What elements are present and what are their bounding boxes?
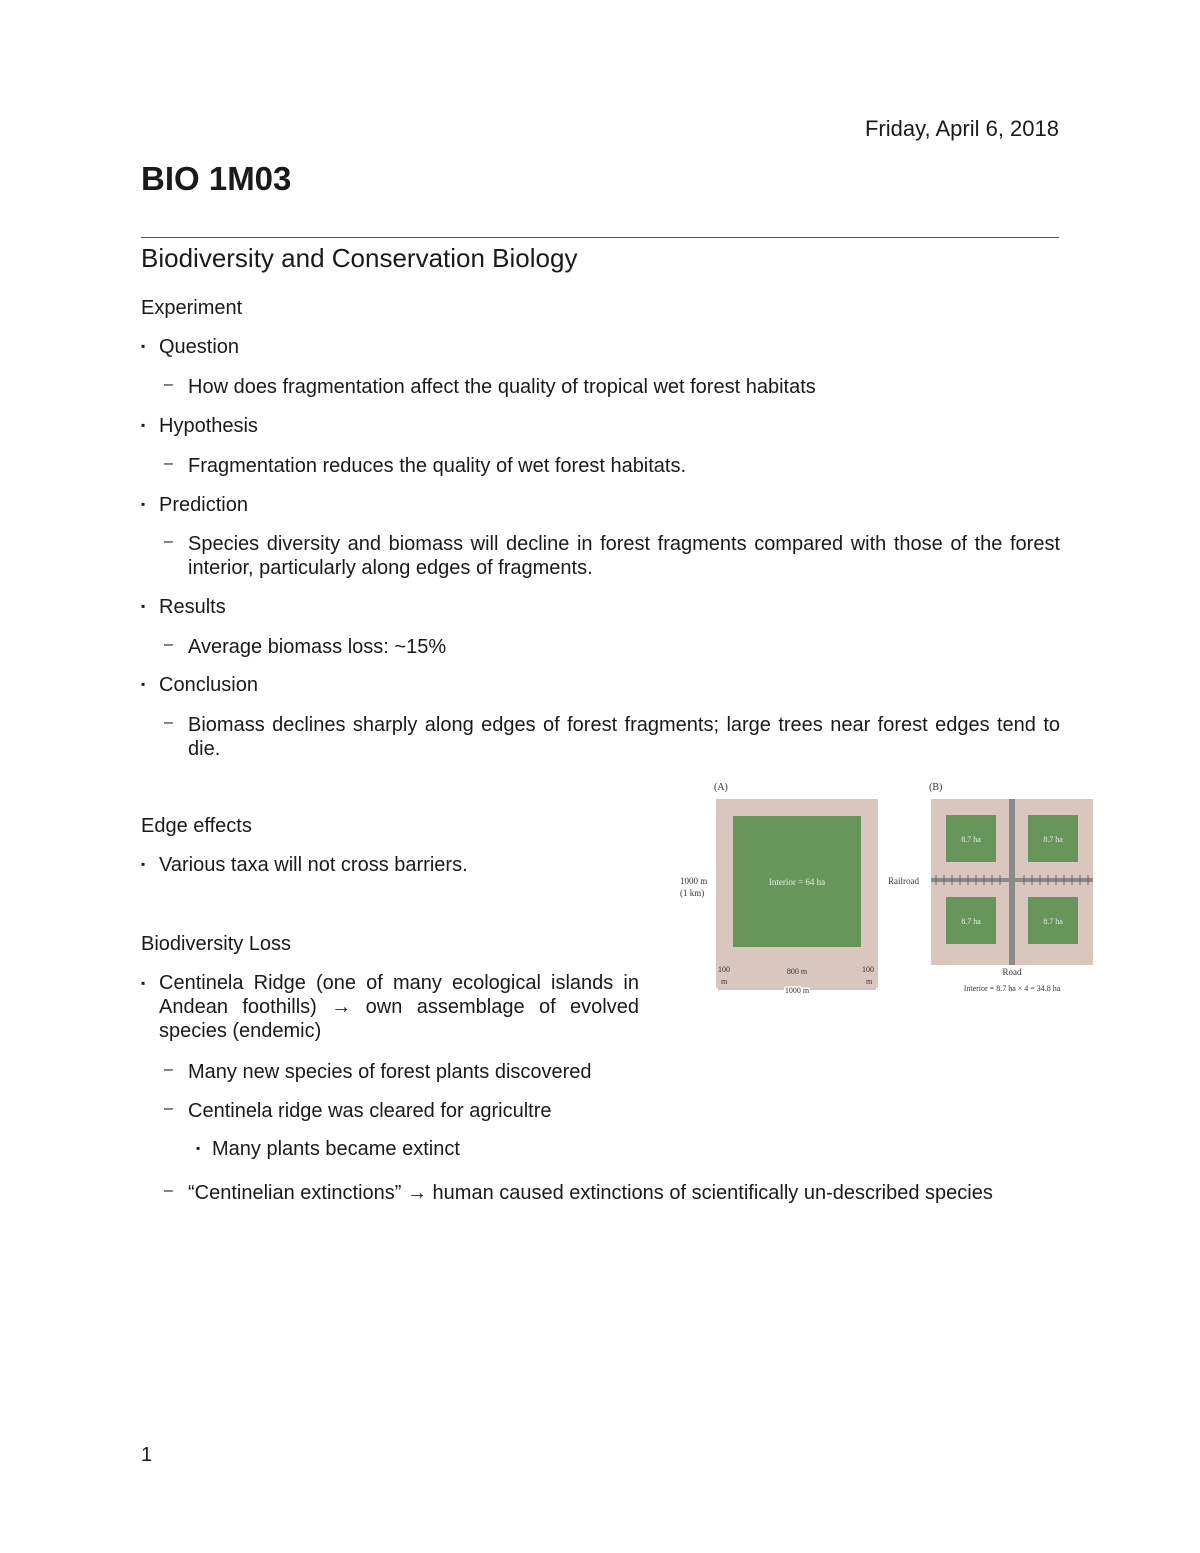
bullet-edge-effects xyxy=(141,854,468,877)
panel-a-edge-right: 100 xyxy=(862,965,874,974)
panel-b-fragment-label: 8.7 ha xyxy=(1043,835,1063,844)
panel-a-side-length-km: (1 km) xyxy=(680,888,705,898)
panel-b-fragment-label: 8.7 ha xyxy=(961,835,981,844)
bullet-label: Question xyxy=(159,336,240,358)
panel-a-label: (A) xyxy=(714,782,728,793)
panel-b-interior-total: Interior = 8.7 ha × 4 = 34.8 ha xyxy=(963,984,1061,993)
bullet-mark: ▪ xyxy=(141,339,146,353)
panel-b-label: (B) xyxy=(929,782,943,793)
document-date: Friday, April 6, 2018 xyxy=(864,116,1059,141)
bullet-text: Many plants became extinct xyxy=(212,1138,460,1160)
dash-mark: – xyxy=(164,1182,173,1199)
panel-a-total-width: 1000 m xyxy=(784,986,810,995)
sub-bullet-text: Average biomass loss: ~15% xyxy=(188,636,447,658)
dash-mark: – xyxy=(164,636,173,653)
page-number: 1 xyxy=(141,1444,153,1466)
panel-a-edge-left: 100 xyxy=(718,965,730,974)
sub-bullet-conclusion xyxy=(164,713,1060,761)
bullet-hypothesis xyxy=(141,415,258,438)
bullet-text: Various taxa will not cross barriers. xyxy=(159,854,468,876)
bullet-results xyxy=(141,596,226,619)
course-code: BIO 1M03 xyxy=(141,160,292,197)
panel-a-side-length: 1000 m xyxy=(680,876,708,886)
dash-mark: – xyxy=(164,714,173,731)
panel-a-interior-label: Interior = 64 ha xyxy=(768,877,826,887)
sub-bullet-question xyxy=(164,375,1060,399)
sub-bullet-text: Biomass declines sharply along edges of forest fragments; large trees near forest edges tend to die. xyxy=(188,714,1060,760)
panel-b-road-label: Road xyxy=(1002,967,1022,977)
sub-bullet-text: How does fragmentation affect the quality of tropical wet forest habitats xyxy=(188,376,816,398)
bullet-label: Conclusion xyxy=(159,674,258,696)
bullet-mark: ▪ xyxy=(196,1141,201,1155)
sub-bullet-text: “Centinelian extinctions” → human caused extinctions of scientifically un-described species xyxy=(188,1182,993,1204)
page-title: Biodiversity and Conservation Biology xyxy=(141,243,578,273)
bullet-mark: ▪ xyxy=(141,599,146,613)
sub-bullet-results xyxy=(164,635,1060,659)
panel-b-railroad xyxy=(931,878,1093,882)
panel-b-fragment-label: 8.7 ha xyxy=(961,917,981,926)
bullet-mark: ▪ xyxy=(141,497,146,511)
bullet-label: Hypothesis xyxy=(159,415,258,437)
sub-bullet-text: Centinela ridge was cleared for agricultre xyxy=(188,1100,552,1122)
bullet-mark: ▪ xyxy=(141,857,146,871)
sub-bullet-centinelian xyxy=(164,1181,1060,1205)
bullet-mark: ▪ xyxy=(141,976,146,990)
sub-sub-bullet-extinct xyxy=(196,1138,460,1161)
panel-a-mid-width: 800 m xyxy=(786,967,808,976)
bullet-centinela-ridge xyxy=(141,971,641,1043)
dash-mark: – xyxy=(164,533,173,550)
sub-bullet-new-species xyxy=(164,1060,1060,1084)
dash-mark: – xyxy=(164,376,173,393)
section-heading-biodiversity-loss: Biodiversity Loss xyxy=(141,933,292,955)
bullet-text: Centinela Ridge (one of many ecological islands in Andean foothills) → own assemblage of evolved species (endemic) xyxy=(159,972,639,1042)
bullet-label: Prediction xyxy=(159,494,248,516)
bullet-prediction xyxy=(141,494,248,517)
title-divider xyxy=(141,237,1059,238)
panel-a-edge-left-unit: m xyxy=(721,977,728,986)
sub-bullet-text: Many new species of forest plants discovered xyxy=(188,1061,592,1083)
sub-bullet-text: Fragmentation reduces the quality of wet forest habitats. xyxy=(188,455,687,477)
bullet-conclusion xyxy=(141,674,258,697)
bullet-question xyxy=(141,336,239,359)
fragmentation-diagram xyxy=(676,778,1096,1004)
panel-b-railroad-label: Railroad xyxy=(888,876,919,886)
bullet-label: Results xyxy=(159,596,226,618)
sub-bullet-prediction xyxy=(164,532,1060,580)
dash-mark: – xyxy=(164,455,173,472)
dash-mark: – xyxy=(164,1100,173,1117)
bullet-mark: ▪ xyxy=(141,418,146,432)
sub-bullet-text: Species diversity and biomass will decline in forest fragments compared with those of the forest interior, particularly along edges of fragments. xyxy=(188,533,1060,579)
panel-b-fragment-label: 8.7 ha xyxy=(1043,917,1063,926)
panel-a-edge-right-unit: m xyxy=(866,977,873,986)
fragmentation-figure xyxy=(676,778,1096,1004)
section-heading-edge-effects: Edge effects xyxy=(141,815,252,837)
section-heading-experiment: Experiment xyxy=(141,297,243,319)
sub-bullet-hypothesis xyxy=(164,454,1060,478)
bullet-mark: ▪ xyxy=(141,677,146,691)
sub-bullet-cleared xyxy=(164,1099,1060,1123)
dash-mark: – xyxy=(164,1061,173,1078)
